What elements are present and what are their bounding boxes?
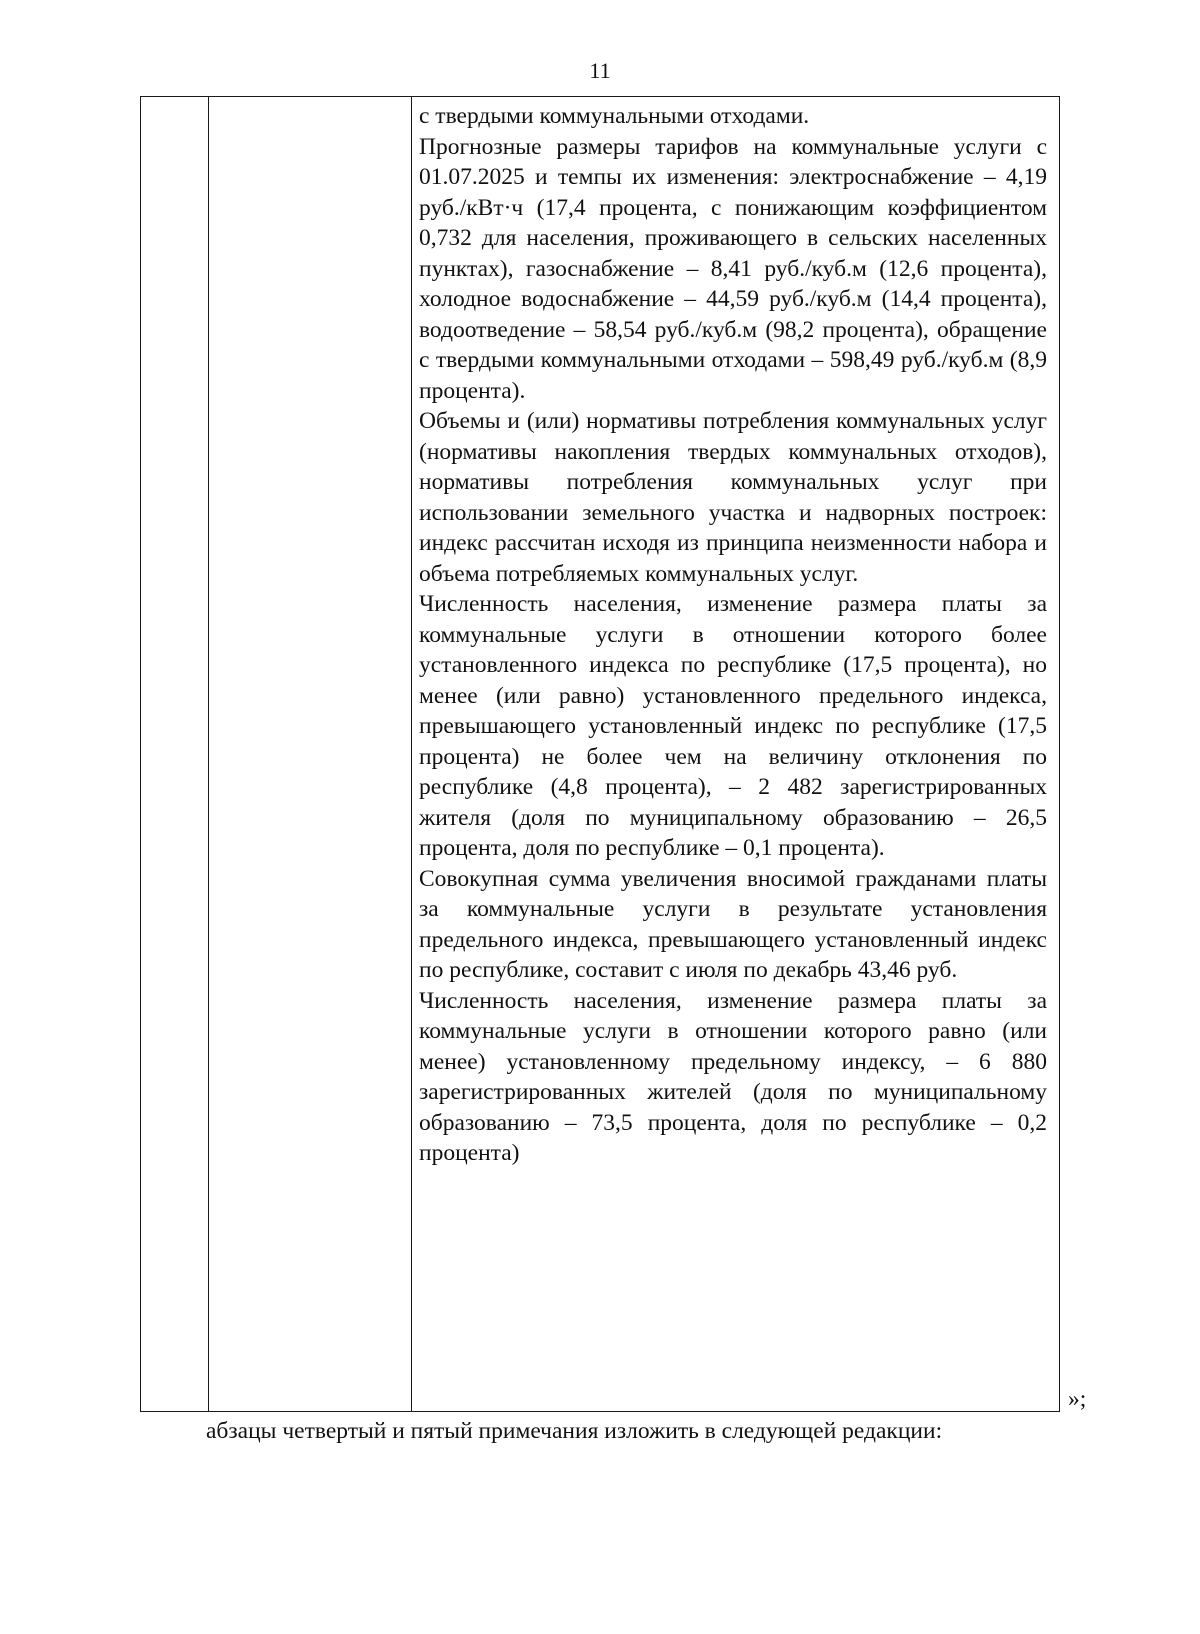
cell-paragraph: Численность населения, изменение размера платы за коммунальные услуги в отношении которого равно (или менее) установленному предельному индексу, – 6 880 зарегистрированных жителей (доля по муниципальному образованию – 73,5 процента, доля по республике – 0,2 процента) xyxy=(419,987,1047,1166)
table-column-divider xyxy=(208,97,209,1411)
cell-paragraph: Объемы и (или) нормативы потребления коммунальных услуг (нормативы накопления твердых коммунальных отходов), нормативы потребления коммунальных услуг при использовании земельного участка и надворных построек: индекс рассчитан исходя из принципа неизменности набора и объема потребляемых коммунальных услуг. xyxy=(419,408,1047,587)
amendment-table xyxy=(140,96,1060,1412)
cell-paragraph: Численность населения, изменение размера платы за коммунальные услуги в отношении которого более установленного индекса по республике (17,5 процента), но менее (или равно) установленного предельного индекса, превышающего установленный индекс по республике (17,5 процента) не более чем на величину отклонения по республике (4,8 процента), – 2 482 зарегистрированных жителя (доля по муниципальному образованию – 26,5 процента, доля по республике – 0,1 процента). xyxy=(419,591,1047,861)
body-paragraph: абзацы четвертый и пятый примечания изложить в следующей редакции: xyxy=(206,1418,943,1444)
table-column-divider xyxy=(411,97,412,1411)
table-cell-content xyxy=(419,101,1047,1169)
cell-paragraph: Совокупная сумма увеличения вносимой гражданами платы за коммунальные услуги в результате установления предельного индекса, превышающего установленный индекс по республике, составит с июля по декабрь 43,46 руб. xyxy=(419,865,1047,983)
body-text xyxy=(126,1416,1076,1446)
closing-quote-mark: »; xyxy=(1068,1386,1087,1412)
cell-paragraph: с твердыми коммунальными отходами. xyxy=(419,103,810,129)
page-number: 11 xyxy=(589,58,611,83)
cell-paragraph: Прогнозные размеры тарифов на коммунальные услуги с 01.07.2025 и темпы их изменения: электроснабжение – 4,19 руб./кВт·ч (17,4 процента, с понижающим коэффициентом 0,732 для населения, проживающего в сельских населенных пунктах), газоснабжение – 8,41 руб./куб.м (12,6 процента), холодное водоснабжение – 44,59 руб./куб.м (14,4 процента), водоотведение – 58,54 руб./куб.м (98,2 процента), обращение с твердыми коммунальными отходами – 598,49 руб./куб.м (8,9 процента). xyxy=(419,133,1047,404)
